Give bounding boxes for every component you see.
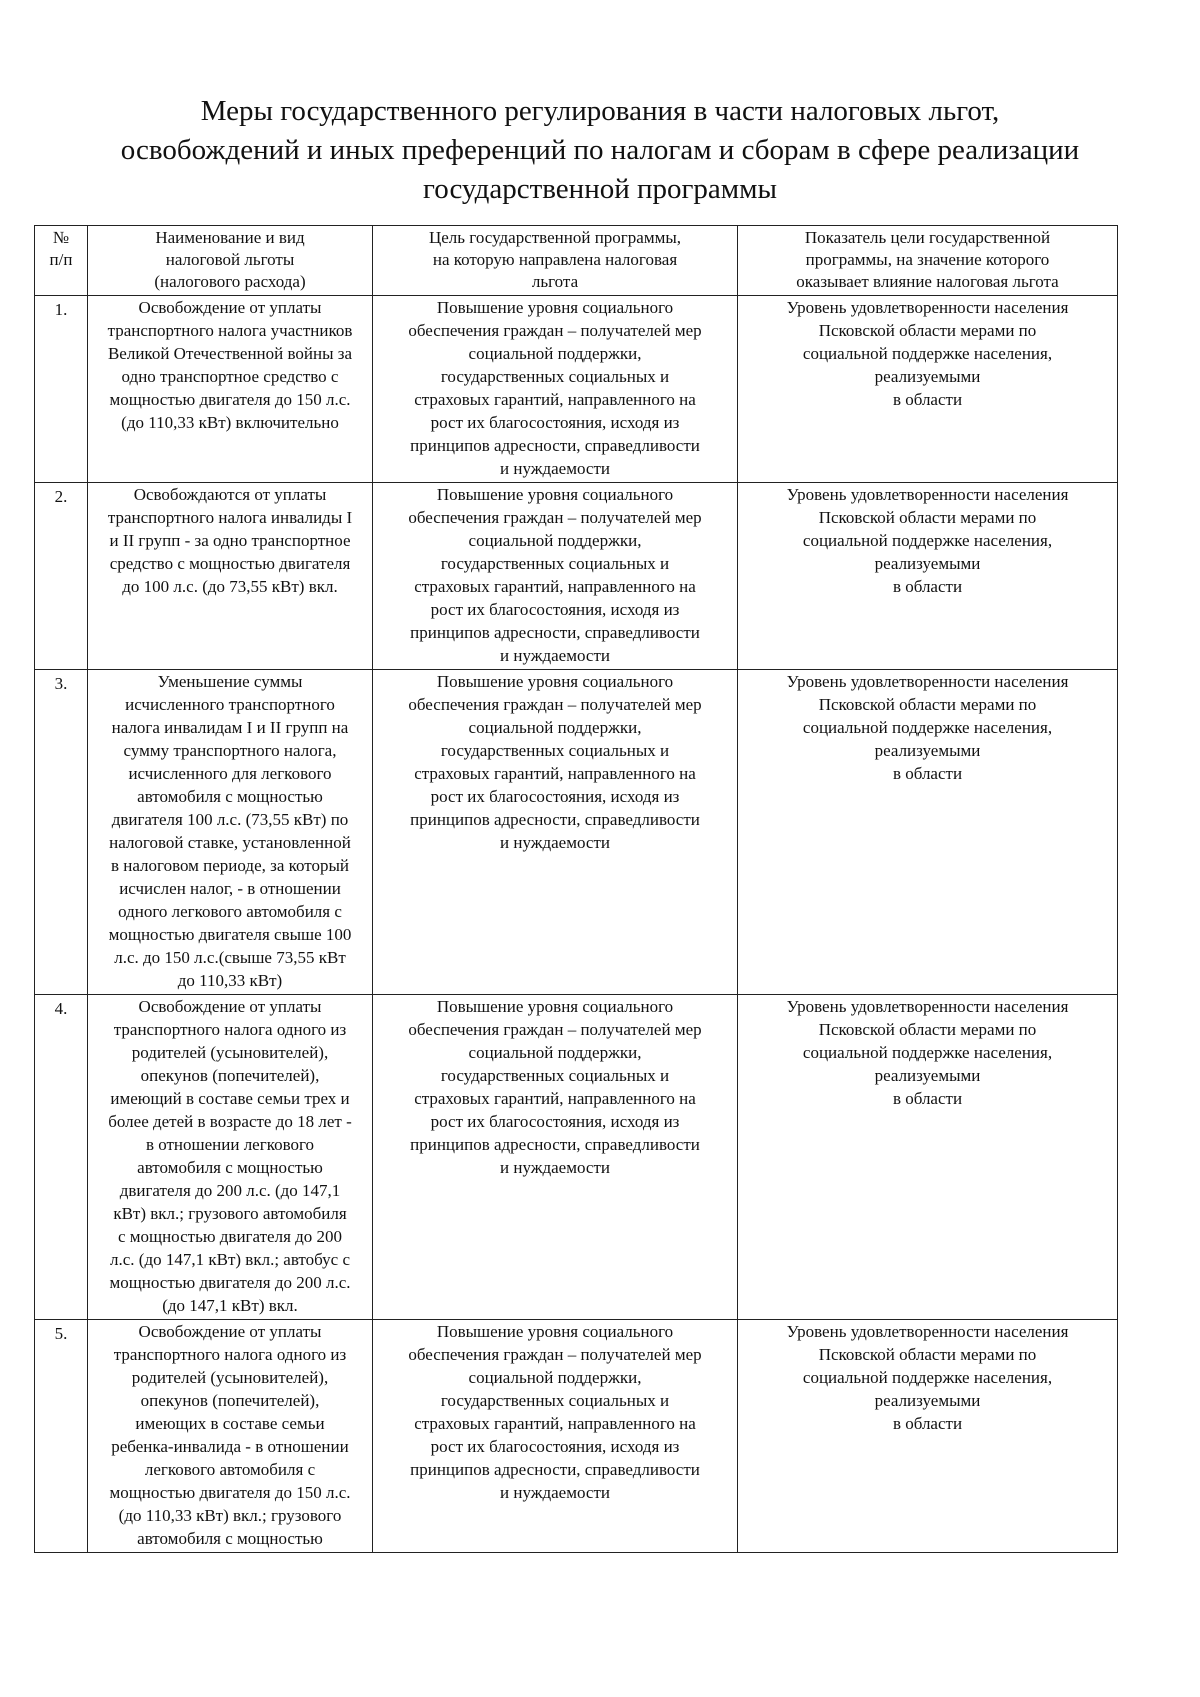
cell-text-line: Псковской области мерами по [818,508,1037,527]
header-text-line: программы, на значение которого [805,250,1050,269]
goal-indicator-cell [738,1320,1118,1553]
cell-text-line: принципов адресности, справедливости [410,623,700,642]
cell-text-line: л.с. до 150 л.с.(свыше 73,55 кВт [114,948,346,967]
program-goal-cell [373,1320,738,1553]
cell-text-line: страховых гарантий, направленного на [414,577,696,596]
title-line: освобождений и иных преференций по налогам и сборам в сфере реализации [120,134,1080,166]
cell-text-line: и нуждаемости [500,1158,610,1177]
cell-text-line: принципов адресности, справедливости [410,436,700,455]
cell-text-line: в отношении легкового [145,1135,315,1154]
header-text-line: Показатель цели государственной [804,228,1051,247]
cell-text-line: Освобождение от уплаты [138,1322,322,1341]
table-row [35,483,1118,670]
cell-text-line: с мощностью двигателя до 200 [117,1227,343,1246]
cell-text-line: одного легкового автомобиля с [118,902,342,921]
cell-text-line: принципов адресности, справедливости [410,1135,700,1154]
cell-text-line: мощностью двигателя до 200 л.с. [109,1273,351,1292]
header-row [35,226,1118,296]
cell-text-line: реализуемыми [874,1391,981,1410]
cell-text-line: в налоговом периоде, за который [110,856,350,875]
cell-text-line: транспортного налога одного из [113,1345,347,1364]
cell-text-line: двигателя до 200 л.с. (до 147,1 [119,1181,341,1200]
cell-text-line: и нуждаемости [500,646,610,665]
cell-text-line: Освобождаются от уплаты [133,485,327,504]
row-number: 2. [35,483,88,670]
cell-text-line: в области [892,1089,963,1108]
cell-text-line: опекунов (попечителей), [140,1066,320,1085]
cell-text-line: реализуемыми [874,554,981,573]
document-title [60,92,1140,209]
header-text-line: оказывает влияние налоговая льгота [796,272,1059,291]
cell-text-line: исчислен налог, - в отношении [119,879,341,898]
cell-text-line: социальной поддержке населения, [802,1368,1053,1387]
cell-text-line: Повышение уровня социального [436,298,674,317]
cell-text-line: Уменьшение суммы [157,672,303,691]
cell-text-line: и нуждаемости [500,459,610,478]
header-text-line: Цель государственной программы, [428,228,682,247]
cell-text-line: принципов адресности, справедливости [410,1460,700,1479]
cell-text-line: Повышение уровня социального [436,997,674,1016]
program-goal-cell [373,483,738,670]
table-row [35,1320,1118,1553]
cell-text-line: транспортного налога инвалиды I [107,508,353,527]
cell-text-line: одно транспортное средство с [121,367,339,386]
cell-text-line: государственных социальных и [440,741,670,760]
cell-text-line: и II групп - за одно транспортное [109,531,351,550]
cell-text-line: Уровень удовлетворенности населения [786,997,1069,1016]
cell-text-line: страховых гарантий, направленного на [414,390,696,409]
cell-text-line: социальной поддержке населения, [802,531,1053,550]
table-row [35,296,1118,483]
row-number: 1. [35,296,88,483]
cell-text-line: в области [892,1414,963,1433]
cell-text-line: Великой Отечественной войны за [107,344,353,363]
cell-text-line: страховых гарантий, направленного на [414,1414,696,1433]
cell-text-line: реализуемыми [874,741,981,760]
cell-text-line: Псковской области мерами по [818,321,1037,340]
cell-text-line: социальной поддержки, [468,1368,642,1387]
row-number: 3. [35,670,88,995]
header-number [35,226,88,296]
cell-text-line: легкового автомобиля с [144,1460,316,1479]
cell-text-line: социальной поддержке населения, [802,1043,1053,1062]
row-number: 4. [35,995,88,1320]
benefit-cell [88,483,373,670]
row-number: 5. [35,1320,88,1553]
tax-benefits-table [34,225,1118,1553]
cell-text-line: транспортного налога одного из [113,1020,347,1039]
cell-text-line: государственных социальных и [440,367,670,386]
cell-text-line: Уровень удовлетворенности населения [786,672,1069,691]
header-text-line: № [52,228,70,247]
program-goal-cell [373,995,738,1320]
cell-text-line: рост их благосостояния, исходя из [430,1437,680,1456]
cell-text-line: ребенка-инвалида - в отношении [111,1437,349,1456]
table-row [35,670,1118,995]
header-text-line: Наименование и вид [155,228,305,247]
cell-text-line: страховых гарантий, направленного на [414,764,696,783]
cell-text-line: государственных социальных и [440,554,670,573]
goal-indicator-cell [738,995,1118,1320]
cell-text-line: социальной поддержки, [468,718,642,737]
cell-text-line: социальной поддержке населения, [802,344,1053,363]
cell-text-line: в области [892,577,963,596]
cell-text-line: Уровень удовлетворенности населения [786,298,1069,317]
cell-text-line: двигателя 100 л.с. (73,55 кВт) по [111,810,349,829]
cell-text-line: исчисленного транспортного [125,695,335,714]
cell-text-line: социальной поддержки, [468,531,642,550]
cell-text-line: в области [892,764,963,783]
cell-text-line: Освобождение от уплаты [138,298,322,317]
cell-text-line: социальной поддержки, [468,1043,642,1062]
program-goal-cell [373,670,738,995]
cell-text-line: опекунов (попечителей), [140,1391,320,1410]
title-line: Меры государственного регулирования в части налоговых льгот, [200,95,1000,127]
goal-indicator-cell [738,483,1118,670]
cell-text-line: Освобождение от уплаты [138,997,322,1016]
table-header [35,226,1118,296]
header-text-line: льгота [531,272,579,291]
cell-text-line: Псковской области мерами по [818,695,1037,714]
cell-text-line: обеспечения граждан – получателей мер [408,321,702,340]
cell-text-line: в области [892,390,963,409]
benefit-cell [88,670,373,995]
header-text-line: (налогового расхода) [154,272,306,291]
cell-text-line: более детей в возрасте до 18 лет - [108,1112,352,1131]
cell-text-line: имеющих в составе семьи [135,1414,325,1433]
cell-text-line: рост их благосостояния, исходя из [430,787,680,806]
table-body [35,296,1118,1553]
cell-text-line: социальной поддержки, [468,344,642,363]
cell-text-line: обеспечения граждан – получателей мер [408,508,702,527]
cell-text-line: мощностью двигателя до 150 л.с. [109,1483,351,1502]
cell-text-line: Псковской области мерами по [818,1020,1037,1039]
cell-text-line: Уровень удовлетворенности населения [786,1322,1069,1341]
cell-text-line: до 110,33 кВт) [177,971,283,990]
header-text-line: п/п [49,250,73,269]
cell-text-line: государственных социальных и [440,1066,670,1085]
program-goal-cell [373,296,738,483]
goal-indicator-cell [738,296,1118,483]
cell-text-line: реализуемыми [874,1066,981,1085]
cell-text-line: до 100 л.с. (до 73,55 кВт) вкл. [122,577,338,596]
cell-text-line: кВт) вкл.; грузового автомобиля [113,1204,347,1223]
benefit-cell [88,296,373,483]
cell-text-line: (до 110,33 кВт) включительно [121,413,339,432]
cell-text-line: налога инвалидам I и II групп на [111,718,349,737]
cell-text-line: транспортного налога участников [107,321,353,340]
cell-text-line: исчисленного для легкового [128,764,332,783]
header-text-line: на которую направлена налоговая [432,250,678,269]
table-row [35,995,1118,1320]
cell-text-line: обеспечения граждан – получателей мер [408,1020,702,1039]
cell-text-line: автомобиля с мощностью [137,1529,323,1548]
cell-text-line: сумму транспортного налога, [123,741,337,760]
cell-text-line: имеющий в составе семьи трех и [110,1089,350,1108]
cell-text-line: Псковской области мерами по [818,1345,1037,1364]
cell-text-line: Уровень удовлетворенности населения [786,485,1069,504]
cell-text-line: и нуждаемости [500,1483,610,1502]
cell-text-line: л.с. (до 147,1 кВт) вкл.; автобус с [110,1250,350,1269]
header-program-goal [373,226,738,296]
cell-text-line: принципов адресности, справедливости [410,810,700,829]
cell-text-line: рост их благосостояния, исходя из [430,1112,680,1131]
cell-text-line: государственных социальных и [440,1391,670,1410]
cell-text-line: родителей (усыновителей), [131,1043,329,1062]
cell-text-line: налоговой ставке, установленной [109,833,351,852]
cell-text-line: родителей (усыновителей), [131,1368,329,1387]
cell-text-line: автомобиля с мощностью [137,787,323,806]
cell-text-line: (до 147,1 кВт) вкл. [162,1296,298,1315]
header-text-line: налоговой льготы [165,250,295,269]
cell-text-line: обеспечения граждан – получателей мер [408,1345,702,1364]
cell-text-line: Повышение уровня социального [436,1322,674,1341]
cell-text-line: обеспечения граждан – получателей мер [408,695,702,714]
benefit-cell [88,1320,373,1553]
cell-text-line: средство с мощностью двигателя [109,554,351,573]
header-benefit-name [88,226,373,296]
goal-indicator-cell [738,670,1118,995]
cell-text-line: Повышение уровня социального [436,485,674,504]
title-line: государственной программы [423,173,777,205]
cell-text-line: мощностью двигателя свыше 100 [108,925,352,944]
header-goal-indicator [738,226,1118,296]
cell-text-line: рост их благосостояния, исходя из [430,600,680,619]
cell-text-line: социальной поддержке населения, [802,718,1053,737]
cell-text-line: Повышение уровня социального [436,672,674,691]
cell-text-line: и нуждаемости [500,833,610,852]
cell-text-line: рост их благосостояния, исходя из [430,413,680,432]
cell-text-line: (до 110,33 кВт) вкл.; грузового [118,1506,342,1525]
cell-text-line: автомобиля с мощностью [137,1158,323,1177]
cell-text-line: страховых гарантий, направленного на [414,1089,696,1108]
cell-text-line: мощностью двигателя до 150 л.с. [109,390,351,409]
benefit-cell [88,995,373,1320]
cell-text-line: реализуемыми [874,367,981,386]
